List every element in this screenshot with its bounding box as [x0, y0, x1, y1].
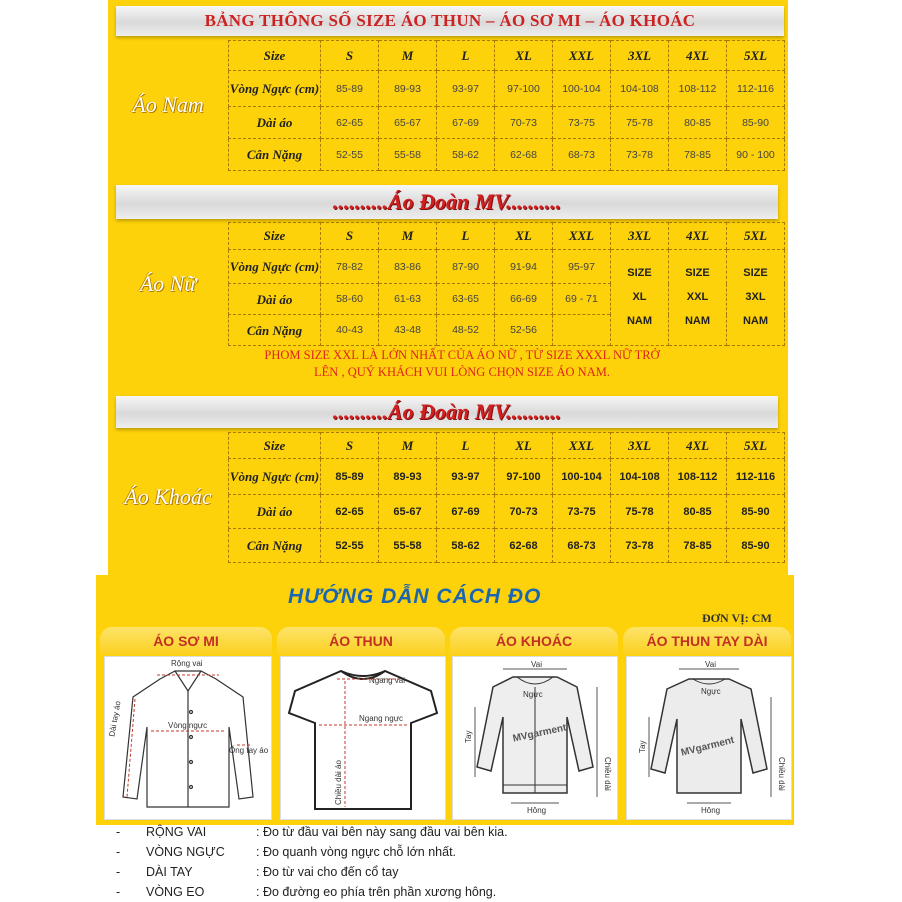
- redirect-line: NAM: [684, 315, 711, 328]
- size-4xl: 4XL: [669, 41, 727, 71]
- table-cell: 78-82: [321, 249, 379, 284]
- table-cell: 100-104: [553, 71, 611, 107]
- table-cell: 63-65: [437, 284, 495, 315]
- label-shoulder: Vai: [531, 660, 542, 669]
- women-note-line2: LÊN , QUÝ KHÁCH VUI LÒNG CHỌN SIZE ÁO NAM.: [314, 365, 610, 379]
- bullet-dash: -: [116, 865, 121, 879]
- table-cell: 62-65: [321, 107, 379, 139]
- bullet-dash: -: [116, 885, 121, 899]
- table-cell: 75-78: [611, 107, 669, 139]
- table-cell: 91-94: [495, 249, 553, 284]
- table-cell: 93-97: [437, 71, 495, 107]
- bullet-dash: -: [116, 845, 121, 859]
- table-cell: 62-65: [321, 495, 379, 529]
- table-cell: 48-52: [437, 315, 495, 346]
- jacket-diagram-panel: [452, 656, 618, 820]
- redirect-line: NAM: [742, 315, 769, 328]
- legend-row: [116, 822, 796, 842]
- longsleeve-diagram-panel: [626, 656, 792, 820]
- brand-banner-text: ..........Áo Đoàn MV..........: [332, 189, 562, 214]
- legend-row: [116, 862, 796, 882]
- table-cell: 85-90: [727, 495, 785, 529]
- shirt-diagram: [105, 657, 271, 819]
- size-xl: XL: [495, 223, 553, 250]
- table-cell: 69 - 71: [553, 284, 611, 315]
- women-label: Áo Nữ: [139, 271, 197, 296]
- size-3xl: 3XL: [611, 223, 669, 250]
- size-4xl: 4XL: [669, 223, 727, 250]
- redirect-line: SIZE: [743, 267, 768, 280]
- row-label: Dài áo: [229, 495, 321, 529]
- size-5xl: 5XL: [727, 41, 785, 71]
- table-cell: 73-75: [553, 495, 611, 529]
- redirect-line: XL: [632, 291, 647, 304]
- shirt-diagram-panel: [104, 656, 272, 820]
- brand-banner-text-2: ..........Áo Đoàn MV..........: [332, 399, 562, 424]
- tshirt-diagram-panel: [280, 656, 446, 820]
- size-m: M: [379, 41, 437, 71]
- size-s: S: [321, 41, 379, 71]
- women-size-table: [228, 222, 785, 346]
- table-cell: 97-100: [495, 459, 553, 495]
- row-label: Dài áo: [229, 284, 321, 315]
- men-size-table: [228, 40, 785, 171]
- size-l: L: [437, 433, 495, 459]
- size-m: M: [379, 223, 437, 250]
- size-header: Size: [229, 223, 321, 250]
- table-cell: 87-90: [437, 249, 495, 284]
- table-cell: 68-73: [553, 139, 611, 171]
- size-xxl: XXL: [553, 41, 611, 71]
- table-cell: 73-78: [611, 139, 669, 171]
- table-cell: 89-93: [379, 71, 437, 107]
- legend-key: DÀI TAY: [146, 865, 193, 879]
- label-cuff: Ống tay áo: [229, 746, 269, 755]
- table-cell: 93-97: [437, 459, 495, 495]
- label-hip: Hông: [527, 806, 547, 815]
- tab-longsleeve: ÁO THUN TAY DÀI: [623, 627, 791, 655]
- table-cell: 80-85: [669, 107, 727, 139]
- tab-tshirt: ÁO THUN: [277, 627, 445, 655]
- row-label: Cân Nặng: [229, 139, 321, 171]
- table-cell: 85-89: [321, 459, 379, 495]
- table-cell: 67-69: [437, 495, 495, 529]
- table-cell: 70-73: [495, 107, 553, 139]
- table-cell: [553, 315, 611, 346]
- page-title: BẢNG THÔNG SỐ SIZE ÁO THUN – ÁO SƠ MI – ÁO KHOÁC: [204, 11, 696, 30]
- table-cell: 90 - 100: [727, 139, 785, 171]
- table-cell: 52-56: [495, 315, 553, 346]
- size-5xl: 5XL: [727, 433, 785, 459]
- longsleeve-diagram: [627, 657, 791, 819]
- brand-ribbon-2: [116, 396, 778, 428]
- size-5xl: 5XL: [727, 223, 785, 250]
- row-label: Dài áo: [229, 107, 321, 139]
- label-shoulder: Vai: [705, 660, 716, 669]
- table-cell: 85-89: [321, 71, 379, 107]
- table-cell: 43-48: [379, 315, 437, 346]
- table-cell: 52-55: [321, 529, 379, 563]
- table-cell: 104-108: [611, 459, 669, 495]
- row-label: Cân Nặng: [229, 529, 321, 563]
- legend-key: VÒNG EO: [146, 885, 205, 899]
- table-cell: 73-75: [553, 107, 611, 139]
- size-xl: XL: [495, 41, 553, 71]
- size-l: L: [437, 223, 495, 250]
- label-shoulder: Rộng vai: [171, 659, 203, 668]
- label-sleeve: Tay: [638, 740, 647, 753]
- men-label: Áo Nam: [132, 92, 204, 117]
- redirect-line: NAM: [626, 315, 653, 328]
- table-cell: 95-97: [553, 249, 611, 284]
- row-label: Vòng Ngực (cm): [229, 249, 321, 284]
- size-3xl: 3XL: [611, 41, 669, 71]
- brand-watermark: MVgarment: [511, 722, 568, 745]
- label-shoulder: Ngang vai: [369, 676, 406, 685]
- table-cell: 55-58: [379, 139, 437, 171]
- table-cell: 85-90: [727, 529, 785, 563]
- label-length: Chiều dài: [777, 757, 786, 791]
- legend-desc: : Đo đường eo phía trên phần xương hông.: [256, 885, 497, 899]
- table-cell: 73-78: [611, 529, 669, 563]
- title-ribbon: [116, 6, 784, 36]
- label-chest: Ngực: [701, 687, 721, 696]
- redirect-line: SIZE: [627, 267, 652, 280]
- table-cell: 40-43: [321, 315, 379, 346]
- redirect-cell-3xl: [611, 249, 669, 345]
- table-cell: 78-85: [669, 529, 727, 563]
- redirect-cell-4xl: [669, 249, 727, 345]
- size-3xl: 3XL: [611, 433, 669, 459]
- table-cell: 85-90: [727, 107, 785, 139]
- size-4xl: 4XL: [669, 433, 727, 459]
- row-label: Vòng Ngực (cm): [229, 459, 321, 495]
- label-chest: Ngực: [523, 690, 543, 699]
- label-sleeve: Tay: [464, 730, 473, 743]
- table-cell: 65-67: [379, 107, 437, 139]
- table-cell: 58-60: [321, 284, 379, 315]
- legend-key: RỘNG VAI: [146, 825, 207, 839]
- legend-desc: : Đo từ vai cho đến cổ tay: [256, 865, 399, 879]
- women-note-line1: PHOM SIZE XXL LÀ LỚN NHẤT CỦA ÁO NỮ , TỪ SIZE XXXL NỮ TRỞ: [264, 348, 660, 362]
- redirect-line: XXL: [686, 291, 709, 304]
- size-header: Size: [229, 433, 321, 459]
- measurement-legend: [116, 822, 796, 902]
- table-cell: 104-108: [611, 71, 669, 107]
- table-cell: 52-55: [321, 139, 379, 171]
- size-xxl: XXL: [553, 223, 611, 250]
- table-cell: 112-116: [727, 459, 785, 495]
- table-cell: 70-73: [495, 495, 553, 529]
- table-cell: 112-116: [727, 71, 785, 107]
- size-s: S: [321, 223, 379, 250]
- legend-key: VÒNG NGỰC: [146, 845, 225, 859]
- table-cell: 62-68: [495, 529, 553, 563]
- size-l: L: [437, 41, 495, 71]
- table-cell: 58-62: [437, 529, 495, 563]
- table-cell: 78-85: [669, 139, 727, 171]
- table-cell: 67-69: [437, 107, 495, 139]
- label-hip: Hông: [701, 806, 721, 815]
- legend-desc: : Đo từ đầu vai bên này sang đầu vai bên kia.: [256, 825, 508, 839]
- label-chest: Ngang ngực: [359, 714, 404, 723]
- redirect-line: 3XL: [745, 291, 766, 304]
- brand-watermark: MVgarment: [679, 734, 736, 759]
- label-chest: Vòng ngực: [168, 721, 208, 730]
- table-cell: 65-67: [379, 495, 437, 529]
- table-cell: 100-104: [553, 459, 611, 495]
- table-cell: 55-58: [379, 529, 437, 563]
- table-cell: 61-63: [379, 284, 437, 315]
- jacket-label: Áo Khoác: [124, 484, 212, 509]
- row-label: Vòng Ngực (cm): [229, 71, 321, 107]
- size-xxl: XXL: [553, 433, 611, 459]
- table-cell: 97-100: [495, 71, 553, 107]
- table-cell: 80-85: [669, 495, 727, 529]
- table-cell: 83-86: [379, 249, 437, 284]
- table-cell: 108-112: [669, 459, 727, 495]
- legend-desc: : Đo quanh vòng ngực chỗ lớn nhất.: [256, 845, 457, 859]
- guide-title: HƯỚNG DẪN CÁCH ĐO: [288, 585, 542, 608]
- label-length: Chiều dài: [603, 757, 612, 791]
- table-cell: 68-73: [553, 529, 611, 563]
- tshirt-diagram: [281, 657, 445, 819]
- label-length: Chiều dài áo: [334, 760, 343, 805]
- brand-ribbon: [116, 185, 778, 219]
- table-cell: 89-93: [379, 459, 437, 495]
- table-cell: 75-78: [611, 495, 669, 529]
- redirect-line: SIZE: [685, 267, 710, 280]
- table-cell: 58-62: [437, 139, 495, 171]
- size-header: Size: [229, 41, 321, 71]
- unit-label: ĐƠN VỊ: CM: [702, 611, 772, 625]
- tab-jacket: ÁO KHOÁC: [450, 627, 618, 655]
- size-m: M: [379, 433, 437, 459]
- size-xl: XL: [495, 433, 553, 459]
- label-sleeve: Dài tay áo: [107, 700, 123, 738]
- table-cell: 108-112: [669, 71, 727, 107]
- tab-shirt: ÁO SƠ MI: [100, 627, 272, 655]
- table-cell: 62-68: [495, 139, 553, 171]
- size-s: S: [321, 433, 379, 459]
- table-cell: 66-69: [495, 284, 553, 315]
- redirect-cell-5xl: [727, 249, 785, 345]
- row-label: Cân Nặng: [229, 315, 321, 346]
- jacket-diagram: [453, 657, 617, 819]
- women-note: [222, 347, 702, 381]
- bullet-dash: -: [116, 825, 121, 839]
- jacket-size-table: [228, 432, 785, 563]
- legend-row: [116, 842, 796, 862]
- legend-row: [116, 882, 796, 902]
